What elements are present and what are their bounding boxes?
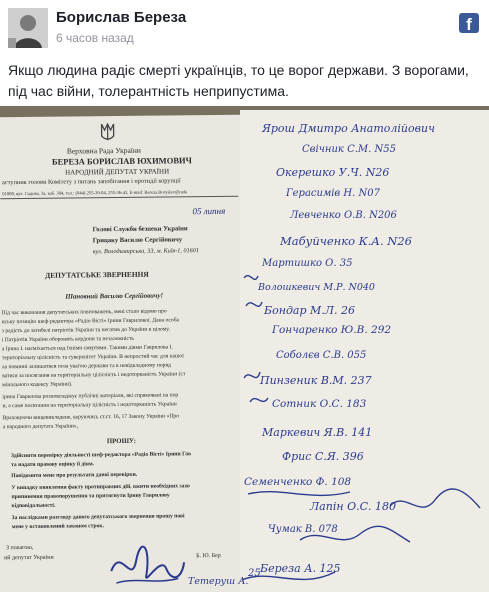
request-item: мене у встановлений законом строк.: [11, 523, 105, 531]
facebook-icon[interactable]: f: [459, 13, 479, 33]
request-label: ПРОШУ:: [106, 437, 137, 446]
body-line: аа повинні залишатися поза увагою держави та в невідкладному поряд: [2, 362, 171, 371]
signature-entry: Лапін О.С. 180: [310, 500, 397, 513]
signature-scribbles: [240, 110, 489, 592]
request-item: Здійснити перевірку діяльності шеф-редактора «Радіо Вісті» Ірини Гав: [10, 451, 192, 460]
body-line: иську позицію шеф-редактора «Радіо Вісті» Ірини Гаврилової. Дана особа: [1, 317, 180, 326]
signer-name: Б. Ю. Бер: [196, 552, 221, 560]
signature-entry: Окерешко У.Ч. N26: [276, 166, 390, 179]
signature-entry: Маркевич Я.В. 141: [262, 426, 373, 439]
signature-entry: Бондар М.Л. 26: [264, 304, 355, 317]
deputy-signature: [106, 540, 187, 591]
post-timestamp[interactable]: 6 часов назад: [56, 31, 134, 45]
signature-entry: Мартишко О. 35: [262, 258, 353, 269]
body-line: з радість до загибелі патріотів України та негатив до України в цілому.: [1, 326, 170, 335]
body-line: мінального кодексу України).: [2, 381, 73, 389]
post-text: Якщо людина радіє смерті українців, то це ворог держави. З ворогами, під час війни, толерантність неприпустима.: [8, 62, 469, 99]
signature-entry: Свічник С.М. N55: [302, 144, 396, 155]
header-address: 01008, вул. Садова, 3а, каб. 304, тел.: (044) 255-39-04, 255-36-43, E-mail: Bereza.Boryslav@rada: [2, 189, 188, 197]
signature-entry: Соболєв С.В. 055: [276, 350, 367, 361]
body-line: Під час виконання депутатських повноважень, мені стало відомо про: [1, 308, 167, 317]
signature-entry: Береза А. 125: [260, 562, 341, 575]
request-item: припинення правопорушення та притягнути Ірину Гаврилову: [11, 492, 170, 501]
appeal-document-page: [0, 115, 249, 592]
signature-entry: Чумак В. 078: [268, 524, 338, 535]
page-number: 25: [248, 568, 261, 579]
author-avatar[interactable]: [8, 8, 48, 48]
recipient-line-2: Грицаку Василю Сергійовичу: [92, 236, 183, 245]
post-header: [0, 0, 489, 56]
header-committee: аступник голови Комітету з питань запобігання і протидії корупції: [2, 177, 181, 187]
author-name[interactable]: Борислав Береза: [56, 9, 187, 26]
recipient-line-1: Голові Служби безпеки України: [92, 225, 188, 234]
body-line: а Ірина І. насміхається над їхніми смертями. Такими діями Гаврилова І.: [1, 344, 173, 353]
header-deputy-title: НАРОДНИЙ ДЕПУТАТ УКРАЇНИ: [65, 167, 170, 177]
signature-entry: Пинзеник В.М. 237: [260, 374, 372, 387]
request-item: та надати правову оцінку її діям.: [11, 461, 95, 469]
signature-entry: Ярош Дмитро Анатолійович: [262, 122, 435, 135]
body-line: а народного депутата України»,: [2, 423, 79, 431]
salutation: Шановний Василю Сергійовичу!: [65, 292, 164, 301]
body-line: територіальну цілісність та суверенітет України. В непростий час для нашої: [1, 353, 184, 362]
signature-entry: Гончаренко Ю.В. 292: [272, 324, 392, 336]
closing: З повагою,: [5, 544, 34, 552]
body-line: ватися за посягання на територіальну цілісність і недоторканість України (ст: [2, 371, 186, 380]
body-line: ірина Гаврилова розповсюджує публічні матеріали, які спрямовані на пор: [2, 392, 179, 401]
body-line: Враховуючи вищевикладене, керуючись ст.ст. 16, 17 Закону України «Про: [2, 413, 180, 422]
signature-entry: Мабуйченко К.А. N26: [280, 234, 412, 248]
body-line: и, а саме посягання на територіальну цілісність і недоторканість України: [2, 401, 177, 410]
recipient-line-3: вул. Володимирська, 33, м. Київ-1, 01601: [92, 247, 199, 256]
document-date: 05 липня: [192, 205, 226, 217]
header-divider: [0, 196, 238, 199]
signature-entry: Семенченко Ф. 108: [244, 476, 352, 488]
bottom-signature-label: Тетеруш А.: [188, 576, 249, 587]
coat-of-arms-icon: [100, 122, 116, 144]
document-title: ДЕПУТАТСЬКЕ ЗВЕРНЕННЯ: [45, 269, 149, 280]
request-item: відповідальності.: [11, 502, 56, 510]
signature-entry: Фрис С.Я. 396: [282, 450, 364, 463]
signature-entry: Сотник О.С. 183: [272, 398, 367, 410]
header-rada: Верховна Рада України: [66, 145, 141, 156]
signature-entry: Левченко О.В. N206: [290, 210, 397, 221]
signature-entry: Герасимів Н. N07: [286, 188, 380, 199]
request-item: У випадку виявлення факту протиправних дій, вжити необхідних захо: [11, 483, 190, 492]
request-item: Повідомити мене про результати даної перевірки.: [11, 471, 138, 480]
body-line: і Патріотів України оборонять кордони та незалежність: [1, 335, 135, 344]
request-item: За наслідками розгляду даного депутатського звернення прошу пові: [11, 513, 185, 522]
closing-role: ий депутат України: [4, 554, 54, 562]
header-deputy-name: БЕРЕЗА БОРИСЛАВ ЮХИМОВИЧ: [51, 155, 192, 167]
signature-entry: Волошкевич М.Р. N040: [258, 282, 375, 293]
signatures-page: [240, 110, 489, 592]
post-photo[interactable]: [0, 106, 489, 592]
